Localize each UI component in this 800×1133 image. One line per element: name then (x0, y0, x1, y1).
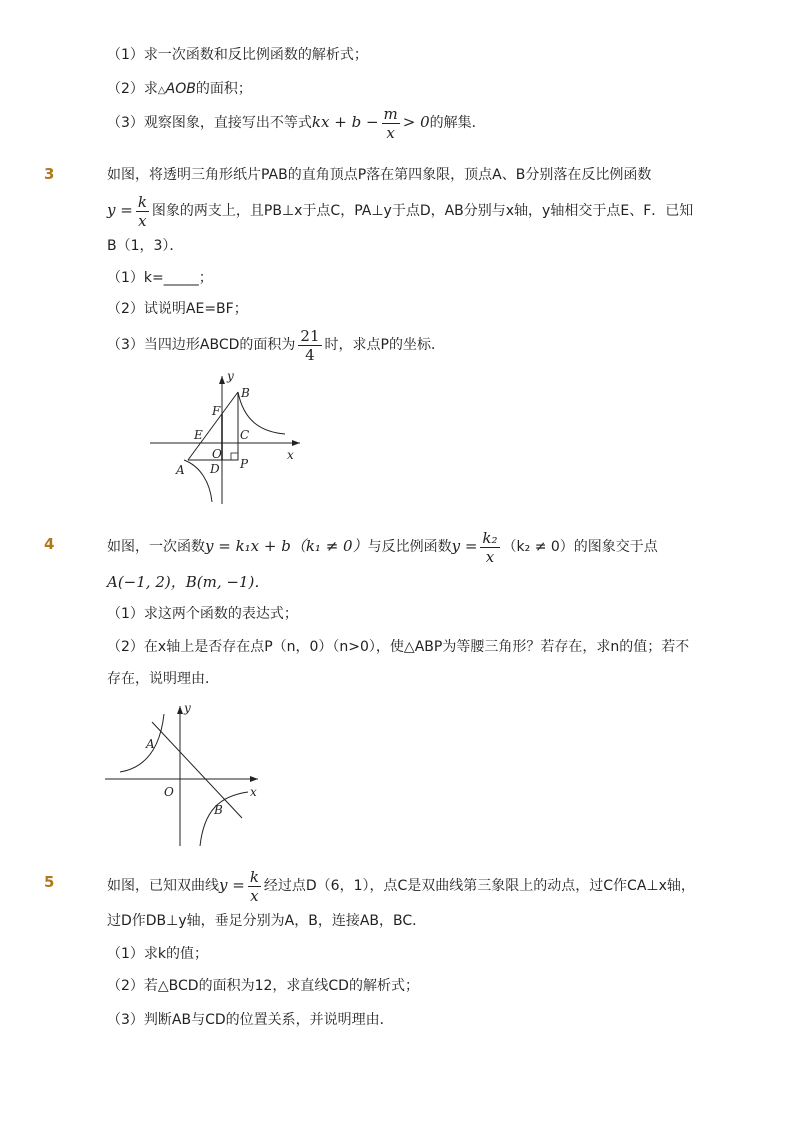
p4-line1-pre: 如图，一次函数 (107, 539, 205, 555)
p2-q2 (107, 79, 252, 101)
p2-q3-pre: （3）观察图象，直接写出不等式 (107, 115, 312, 131)
p3-q3 (107, 324, 445, 366)
p4-line1-mid: 与反比例函数 (367, 539, 452, 555)
p4-hyperbola-q2 (120, 714, 164, 772)
p3-q3-numerator: 21 (300, 326, 320, 345)
p3-figure (140, 370, 310, 510)
p4-figure (100, 700, 270, 850)
p4-q1: （1）求这两个函数的表达式； (107, 606, 298, 622)
p4-fraction (480, 529, 499, 566)
p5-fraction (248, 868, 261, 905)
problem-number-3: 3 (44, 165, 55, 183)
p5-line2: 过D作DB⊥y轴，垂足分别为A，B，连接AB，BC． (107, 913, 427, 929)
p5-line1-pre: 如图，已知双曲线 (107, 878, 219, 894)
p2-q3-gt: > 0 (402, 113, 430, 131)
p5-q2: （2）若△BCD的面积为12，求直线CD的解析式； (107, 978, 419, 994)
p4-label-y: y (184, 701, 191, 715)
p4-line-ab (152, 722, 242, 818)
p3-y-eq: y = (107, 201, 133, 219)
p3-q3-fraction (298, 327, 321, 364)
p4-x-arrow (250, 776, 258, 782)
p3-q3-denominator: 4 (305, 345, 315, 364)
p5-q3: （3）判断AB与CD的位置关系，并说明理由． (107, 1012, 394, 1028)
p5-denominator: x (250, 886, 259, 905)
p5-y-eq: y = (219, 876, 245, 894)
p3-label-d: D (210, 462, 220, 476)
p3-label-x: x (287, 448, 294, 462)
problem-number-5: 5 (44, 873, 55, 891)
p2-q1: （1）求一次函数和反比例函数的解析式； (107, 47, 368, 63)
p2-q2-pre: （2）求 (107, 81, 158, 97)
p4-line2: A(−1, 2)，B(m, −1)． (107, 573, 270, 591)
p4-label-a: A (146, 737, 155, 751)
p3-q3-post: 时，求点P的坐标． (324, 337, 445, 353)
p3-fraction (136, 193, 149, 230)
p4-denominator: x (485, 547, 495, 566)
p4-label-b: B (214, 803, 223, 817)
triangle-symbol: △ (157, 85, 166, 96)
p3-q3-pre: （3）当四边形ABCD的面积为 (107, 337, 296, 353)
p3-hyperbola-q3 (184, 460, 212, 502)
p3-label-a: A (176, 463, 185, 477)
p3-q1: （1）k=_____； (107, 270, 213, 286)
p3-q2: （2）试说明AE=BF； (107, 301, 248, 317)
p3-label-o: O (212, 447, 222, 461)
p2-q3-numerator: m (383, 104, 398, 123)
p3-numerator: k (137, 192, 147, 211)
problem-number-4: 4 (44, 535, 55, 553)
p4-label-o: O (164, 785, 174, 799)
p4-y-arrow (177, 706, 183, 714)
p2-q2-aob: AOB (165, 81, 196, 97)
p5-line1 (107, 864, 695, 907)
p3-y-arrow (219, 376, 225, 384)
p4-line1-post: （k₂ ≠ 0）的图象交于点 (502, 539, 658, 555)
p3-label-y: y (227, 370, 234, 383)
p5-line1-post: 经过点D（6，1），点C是双曲线第三象限上的动点，过C作CA⊥x轴， (263, 878, 695, 894)
p2-q3 (107, 104, 486, 142)
p3-line2 (107, 190, 693, 231)
p5-numerator: k (249, 867, 259, 886)
p5-q1: （1）求k的值； (107, 946, 209, 962)
p4-line1 (107, 525, 658, 568)
p3-line2-text: 图象的两支上，且PB⊥x于点C，PA⊥y于点D，AB分别与x轴，y轴相交于点E、F．已知 (151, 203, 694, 219)
p2-q3-fraction (382, 105, 400, 142)
p4-label-x: x (250, 785, 257, 799)
p2-q3-post: 的解集． (429, 115, 486, 131)
p4-q2: （2）在x轴上是否存在点P（n，0）（n>0），使△ABP为等腰三角形？若存在，求n的值；若不 (107, 639, 690, 655)
p3-right-angle (231, 453, 238, 460)
p3-line1: 如图，将透明三角形纸片PAB的直角顶点P落在第四象限，顶点A、B分别落在反比例函数 (107, 167, 652, 183)
p4-linear-eq: y = k₁x + b（k₁ ≠ 0） (205, 537, 368, 555)
p3-denominator: x (138, 211, 147, 230)
p3-label-e: E (194, 428, 203, 442)
p4-hyperbola-q4 (200, 792, 248, 846)
p3-label-f: F (212, 404, 221, 418)
p4-numerator: k₂ (482, 528, 498, 547)
p3-x-arrow (292, 440, 300, 446)
p3-label-b: B (241, 386, 250, 400)
p3-line3: B（1，3）． (107, 238, 184, 254)
p3-label-c: C (240, 428, 250, 442)
p4-y-eq: y = (451, 537, 478, 555)
p4-q2-continued: 存在，说明理由． (107, 671, 219, 687)
p2-q2-post: 的面积； (195, 81, 252, 97)
p2-q3-denominator: x (386, 123, 395, 142)
p2-q3-expr: kx + b − (311, 113, 379, 131)
p3-label-p: P (240, 457, 249, 471)
